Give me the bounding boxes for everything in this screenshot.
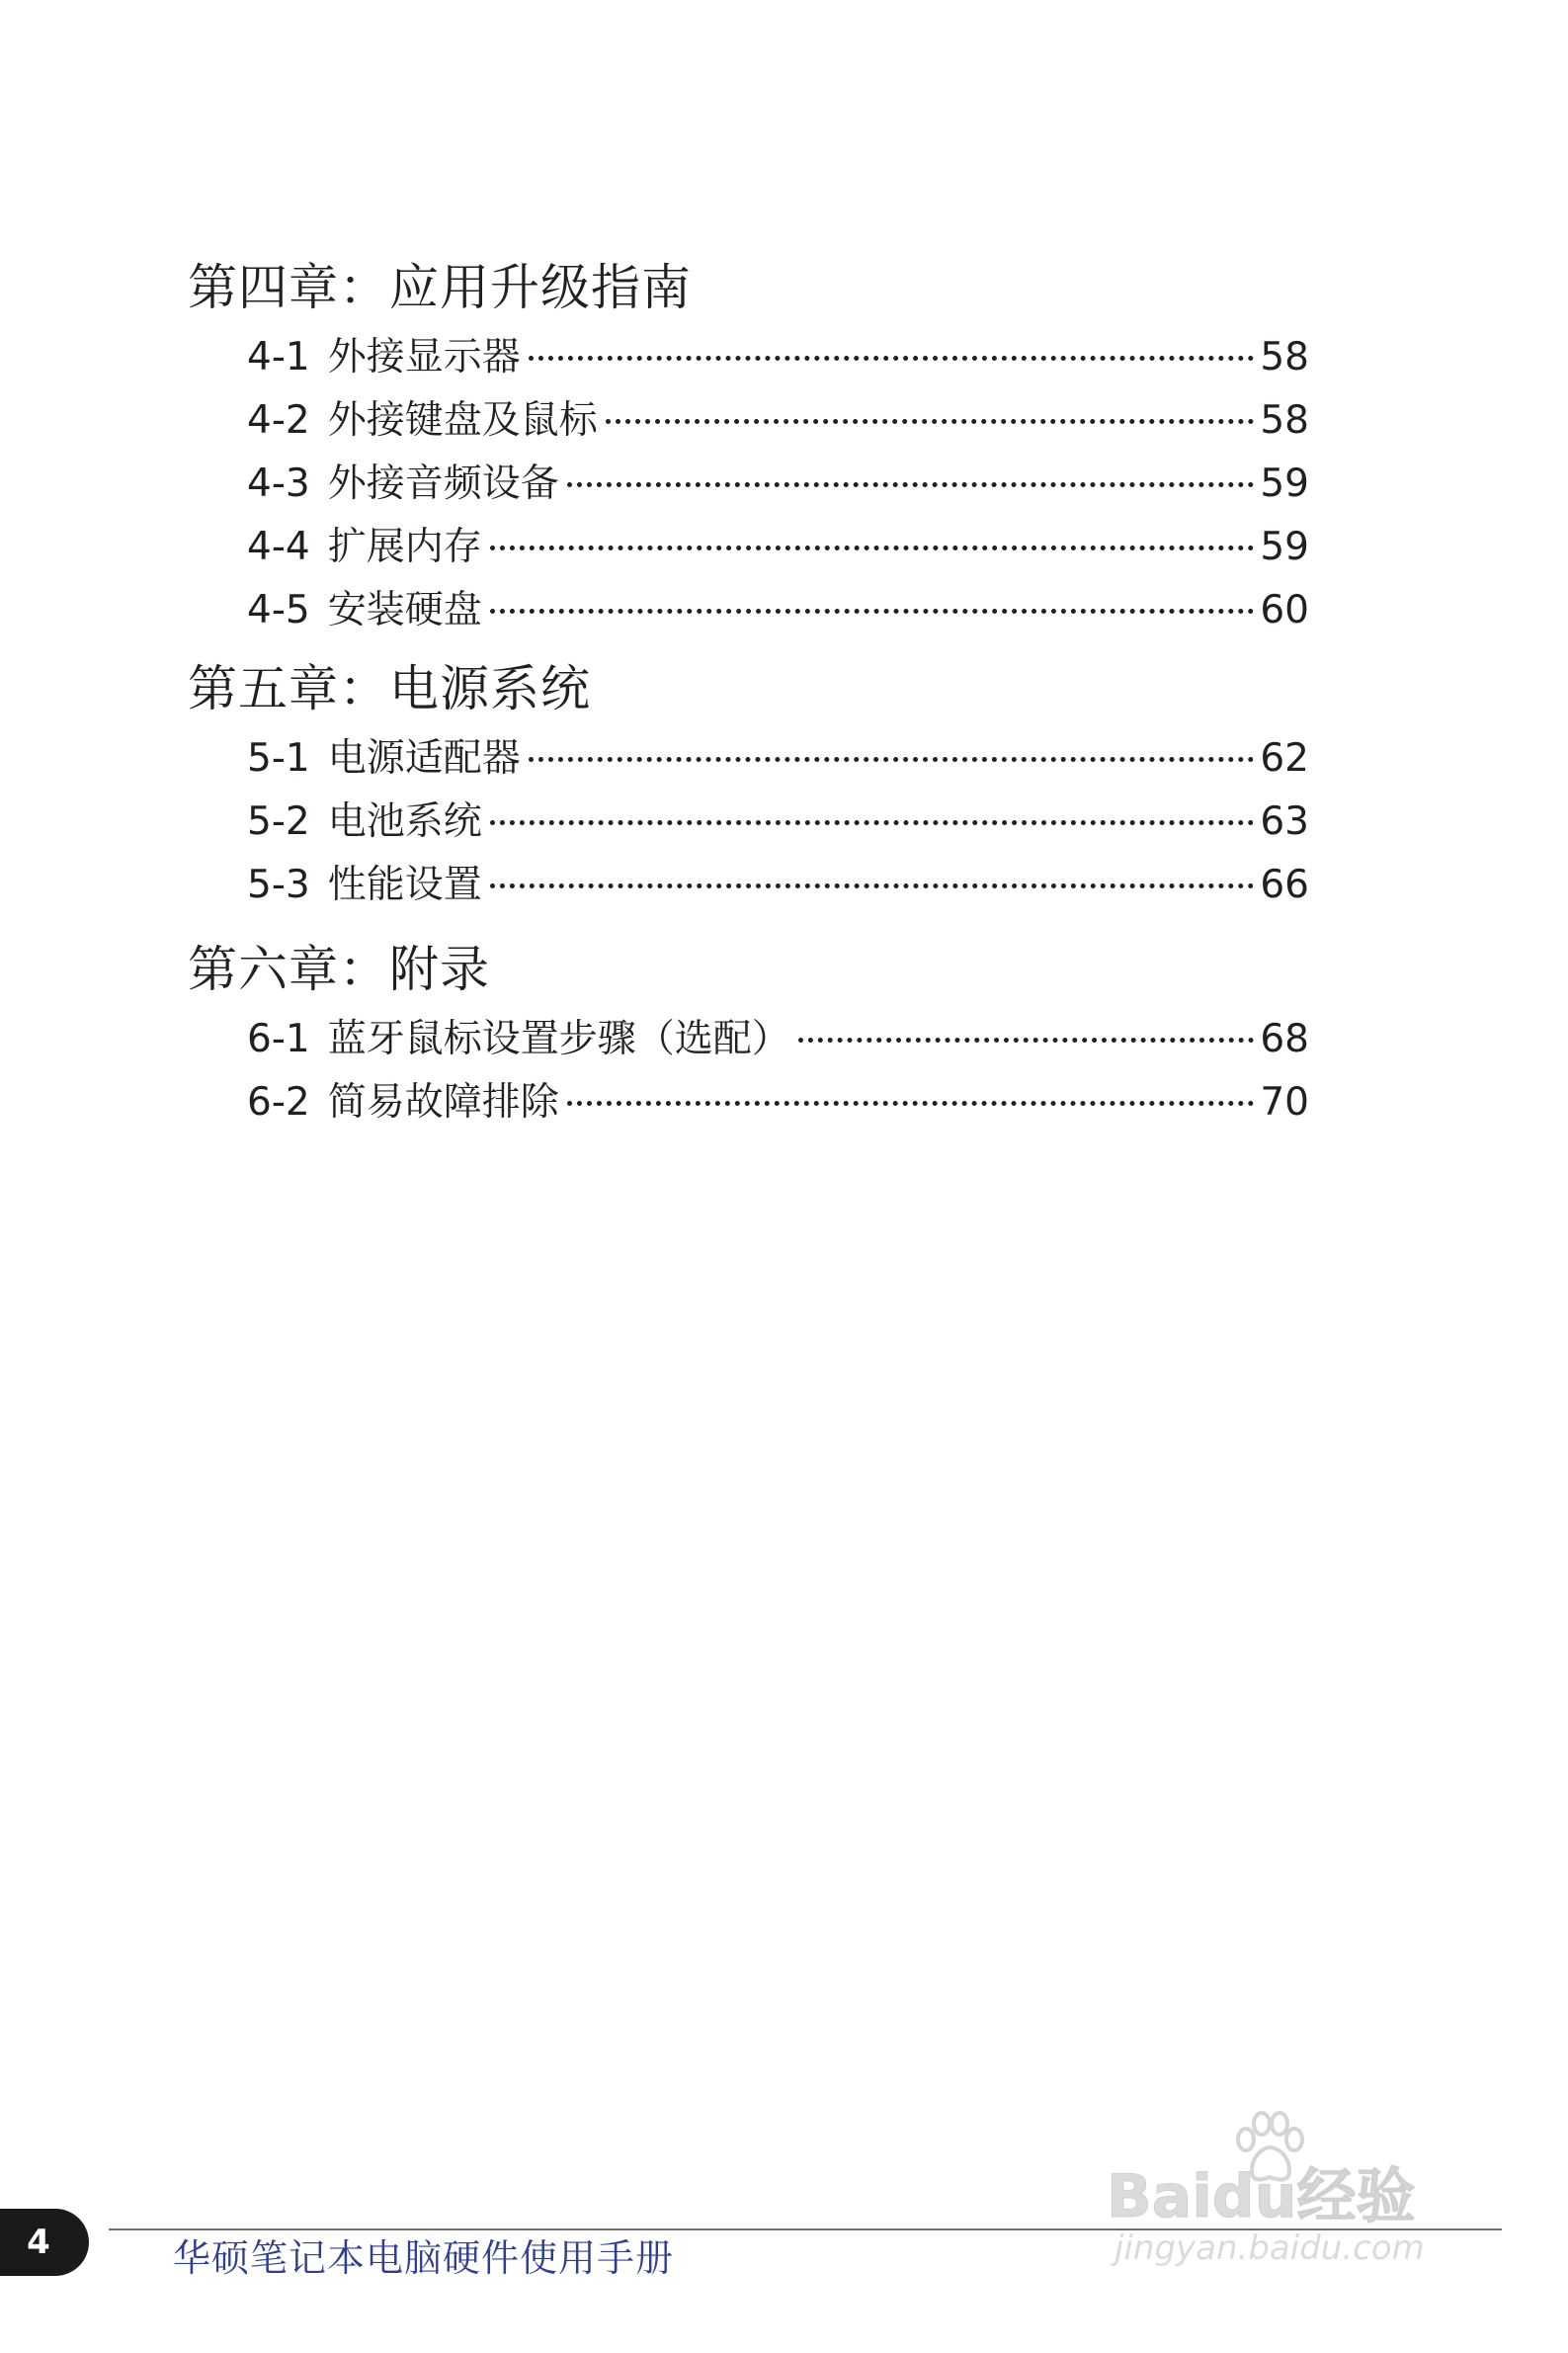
entry-page-number: 59 — [1260, 462, 1309, 506]
entry-number: 6-2 — [247, 1080, 310, 1125]
toc-entry[interactable] — [188, 453, 1309, 516]
chapter-title: 第五章：电源系统 — [188, 660, 591, 717]
chapter-entries — [188, 1008, 1309, 1134]
entry-page-number: 58 — [1260, 398, 1309, 443]
entry-number: 5-3 — [247, 863, 310, 907]
toc-entry[interactable] — [188, 791, 1309, 854]
toc-entry[interactable] — [188, 326, 1309, 389]
toc-entry[interactable] — [188, 1071, 1309, 1134]
entry-number: 4-2 — [247, 398, 310, 443]
watermark-logo-text: Baidu经验 — [1107, 2162, 1416, 2231]
watermark-url: jingyan.baidu.com — [1114, 2228, 1425, 2268]
dot-leader — [529, 356, 1255, 361]
entry-number: 4-1 — [247, 335, 310, 379]
entry-page-number: 62 — [1260, 736, 1309, 781]
entry-number: 4-4 — [247, 525, 310, 569]
dot-leader — [490, 820, 1255, 825]
manual-title: 华硕笔记本电脑硬件使用手册 — [173, 2236, 675, 2280]
entry-title: 安装硬盘 — [327, 588, 482, 632]
entry-title: 外接音频设备 — [327, 462, 559, 506]
entry-page-number: 59 — [1260, 525, 1309, 569]
entry-number: 5-1 — [247, 736, 310, 781]
chapter-6 — [188, 931, 1309, 1134]
entry-title: 蓝牙鼠标设置步骤（选配） — [327, 1017, 790, 1061]
toc-entry[interactable] — [188, 1008, 1309, 1071]
entry-number: 5-2 — [247, 799, 310, 844]
entry-title: 简易故障排除 — [327, 1080, 559, 1125]
table-of-contents — [188, 249, 1309, 1134]
entry-number: 4-5 — [247, 588, 310, 632]
entry-title: 电池系统 — [327, 799, 482, 844]
entry-page-number: 58 — [1260, 335, 1309, 379]
entry-page-number: 66 — [1260, 863, 1309, 907]
toc-entry[interactable] — [188, 727, 1309, 791]
entry-page-number: 60 — [1260, 588, 1309, 632]
toc-entry[interactable] — [188, 516, 1309, 579]
dot-leader — [798, 1038, 1255, 1043]
dot-leader — [606, 419, 1255, 424]
toc-entry[interactable] — [188, 854, 1309, 917]
dot-leader — [529, 757, 1255, 762]
chapter-5 — [188, 650, 1309, 917]
entry-number: 6-1 — [247, 1017, 310, 1061]
entry-page-number: 70 — [1260, 1080, 1309, 1125]
toc-entry[interactable] — [188, 579, 1309, 642]
entry-title: 性能设置 — [327, 863, 482, 907]
page-number-badge: 4 — [0, 2209, 89, 2276]
chapter-title: 第四章：应用升级指南 — [188, 259, 692, 316]
entry-title: 外接键盘及鼠标 — [327, 398, 598, 443]
chapter-title: 第六章：附录 — [188, 941, 490, 998]
entry-title: 电源适配器 — [327, 736, 521, 781]
baidu-watermark — [1107, 2110, 1482, 2298]
entry-number: 4-3 — [247, 462, 310, 506]
entry-page-number: 63 — [1260, 799, 1309, 844]
chapter-entries — [188, 727, 1309, 917]
entry-title: 扩展内存 — [327, 525, 482, 569]
entry-title: 外接显示器 — [327, 335, 521, 379]
entry-page-number: 68 — [1260, 1017, 1309, 1061]
dot-leader — [490, 883, 1255, 888]
dot-leader — [490, 609, 1255, 614]
dot-leader — [567, 482, 1255, 487]
chapter-4 — [188, 249, 1309, 642]
chapter-entries — [188, 326, 1309, 642]
dot-leader — [567, 1101, 1255, 1106]
dot-leader — [490, 546, 1255, 550]
toc-entry[interactable] — [188, 389, 1309, 453]
